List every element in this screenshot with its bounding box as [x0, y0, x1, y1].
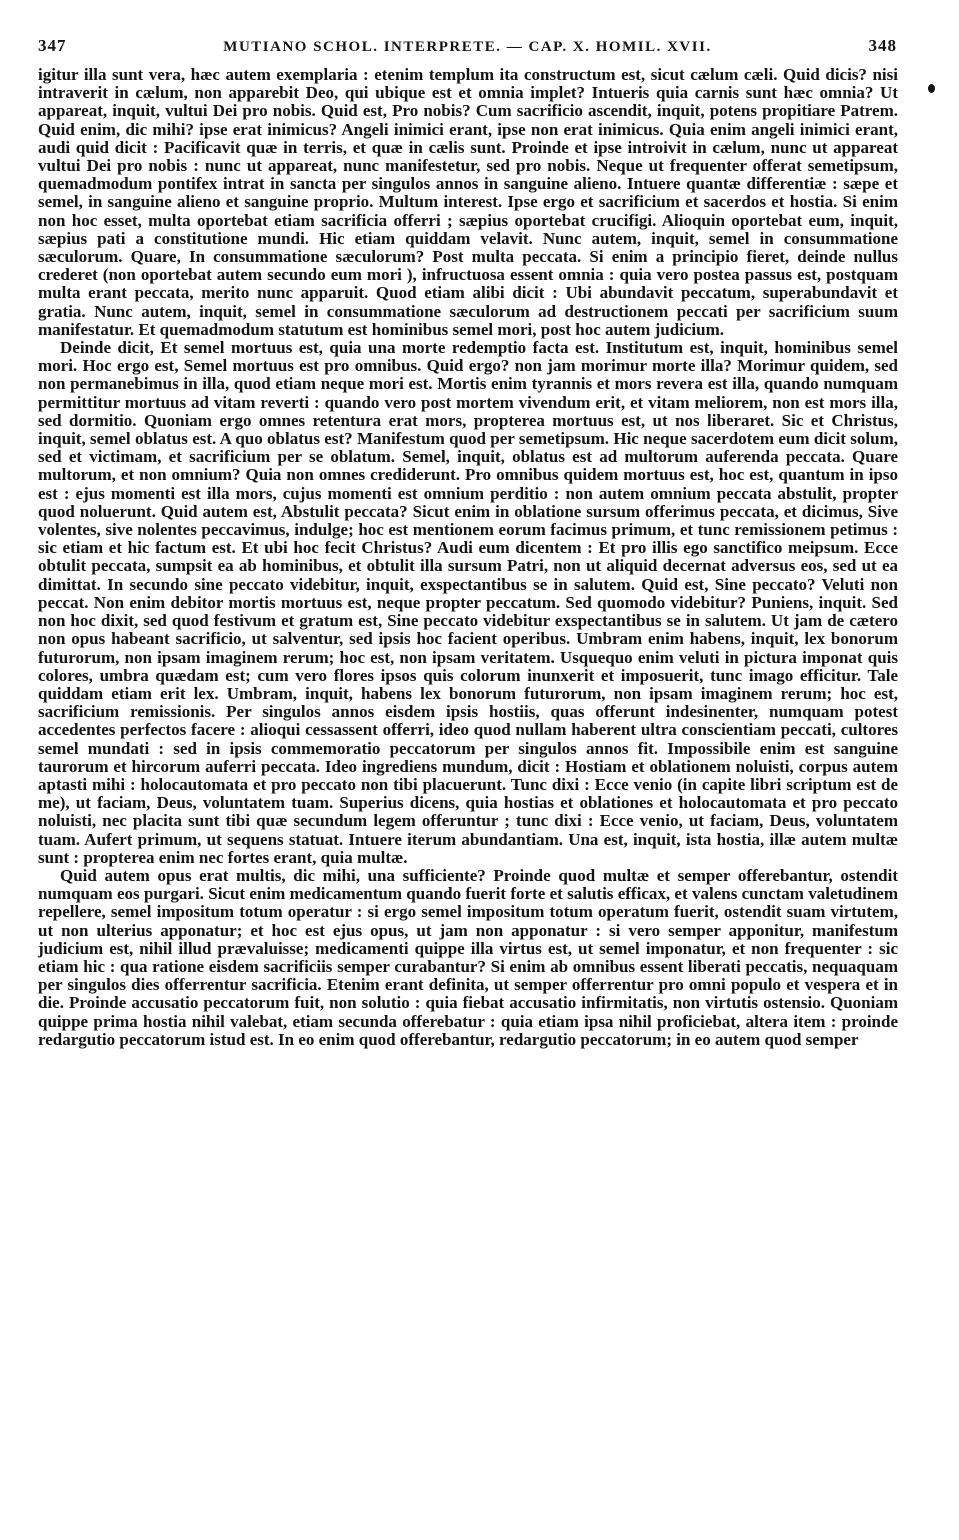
margin-ink-dot	[928, 84, 935, 93]
page-number-right: 348	[868, 36, 897, 55]
paragraph: Quid autem opus erat multis, dic mihi, una sufficiente? Proinde quod multæ et semper offerebantur, ostendit numquam eos purgari. Sicut enim medicamentum quando fuerit forte et salutis efficax, et valens cunctam valetudinem repellere, semel impositum totum operatur : si ergo semel impositum totum operatum fuerit, ostendit suam virtutem, ut non ulterius apponatur; et hoc est ejus opus, ut jam non apponatur : si vero semper apponitur, manifestum judicium est, nihil illud prævaluisse; medicamenti quippe illa virtus est, ut semel imponatur, et non frequenter : sic etiam hic : qua ratione eisdem sacrificiis semper curabantur? Si enim ab omnibus essent liberati peccatis, nequaquam per singulos dies offerrentur sacrificia. Etenim erant definita, ut semper offerrentur pro omni populo et vespera et in die. Proinde accusatio peccatorum fuit, non solutio : quia fiebat accusatio infirmitatis, non virtutis ostensio. Quoniam quippe prima hostia nihil valebat, etiam secunda offerebatur : quia etiam ipsa nihil proficiebat, altera item : proinde redargutio peccatorum istud est. In eo enim quod offerebantur, redargutio peccatorum; in eo autem quod semper	[38, 865, 898, 1049]
paragraph: Deinde dicit, Et semel mortuus est, quia una morte redemptio facta est. Institutum est, inquit, hominibus semel mori. Hoc ergo est, Semel mortuus est pro omnibus. Quid ergo? non jam morimur morte illa? Morimur quidem, sed non permanebimus in illa, quod etiam neque mori est. Mortis enim tyrannis et mors revera est illa, quando numquam permittitur mortuus ad vitam reverti : quando vero post mortem vivendum erit, et vitam meliorem, non est mors illa, sed dormitio. Quoniam ergo omnes retentura erat mors, propterea mortuus est, ut nos liberaret. Sic et Christus, inquit, semel oblatus est. A quo oblatus est? Manifestum quod per semetipsum. Hic neque sacerdotem eum dicit solum, sed et victimam, et sacrificium per se oblatum. Semel, inquit, oblatus est ad multorum auferenda peccata. Quare multorum, et non omnium? Quia non omnes crediderunt. Pro omnibus quidem mortuus est, hoc est, quantum in ipso est : ejus momenti est illa mors, cujus momenti est omnium perditio : non autem omnium peccata abstulit, propter quod noluerunt. Quid autem est, Abstulit peccata? Sicut enim in oblatione sursum offerimus peccata, et dicimus, Sive volentes, sive nolentes peccavimus, indulge; hoc est mentionem eorum facimus primum, et tunc remissionem petimus : sic etiam et hic factum est. Et ubi hoc fecit Christus? Audi eum dicentem : Et pro illis ego sanctifico meipsum. Ecce obtulit peccata, sumpsit ea ab hominibus, et obtulit illa sursum Patri, non ut aliquid decernat adversus eos, sed ut ea dimittat. In secundo sine peccato videbitur, inquit, exspectantibus se in salutem. Quid est, Sine peccato? Veluti non peccat. Non enim debitor mortis mortuus est, neque propter peccatum. Sed quomodo videbitur? Puniens, inquit. Sed non hoc dixit, sed quod festivum et gratum est, Sine peccato videbitur exspectantibus se in salutem. Ut jam de cætero non opus habeant sacrificio, ut salventur, sed ipsis hoc facient operibus. Umbram enim habens, inquit, lex bonorum futurorum, non ipsam imaginem rerum; hoc est, non ipsam veritatem. Usquequo enim veluti in pictura imponat quis colores, umbra quædam est; cum vero flores ipsos quis colorum inunxerit et imposuerit, tunc imago efficitur. Tale quiddam etiam erit lex. Umbram, inquit, habens lex bonorum futurorum, non ipsam imaginem rerum; hoc est, sacrificium remissionis. Per singulos annos eisdem ipsis hostiis, quas offerunt indesinenter, numquam potest accedentes perfectos facere : alioqui cessassent offerri, ideo quod nullam haberent ultra conscientiam peccati, cultores semel mundati : sed in ipsis commemoratio peccatorum per singulos annos fit. Impossibile enim est sanguine taurorum et hircorum auferri peccata. Ideo ingrediens mundum, dicit : Hostiam et oblationem noluisti, corpus autem aptasti mihi : holocautomata et pro peccato non tibi placuerunt. Tunc dixi : Ecce venio (in capite libri scriptum est de me), ut faciam, Deus, voluntatem tuam. Superius dicens, quia hostias et oblationes et holocautomata et pro peccato noluisti, nec placita sunt tibi quæ secundum legem offeruntur ; tunc dixi : Ecce venio, ut faciam, Deus, voluntatem tuam. Aufert primum, ut sequens statuat. Intuere iterum abundantiam. Una est, inquit, ista hostia, illæ autem multæ sunt : propterea enim nec fortes erant, quia multæ.	[38, 338, 898, 867]
body-text	[38, 66, 898, 1049]
running-title: MUTIANO SCHOL. INTERPRETE. — CAP. X. HOMIL. XVII.	[223, 39, 712, 55]
paragraph: igitur illa sunt vera, hæc autem exemplaria : etenim templum ita constructum est, sicut cælum cæli. Quid dicis? nisi intraverit in cælum, non apparebit Deo, qui ubique est et omnia implet? Intueris quia carnis sunt hæc omnia? Ut appareat, inquit, vultui Dei pro nobis. Quid est, Pro nobis? Cum sacrificio ascendit, inquit, potens propitiare Patrem. Quid enim, dic mihi? ipse erat inimicus? Angeli inimici erant, ipse non erat inimicus. Quia enim angeli inimici erant, audi quid dicit : Pacificavit quæ in terris, et quæ in cælis sunt. Proinde et ipse introivit in cælum, nunc ut appareat vultui Dei pro nobis : nunc ut appareat, nunc manifestetur, sed pro nobis. Neque ut frequenter offerat semetipsum, quemadmodum pontifex intrat in sancta per singulos annos in sanguine alieno. Intuere quantæ differentiæ : sæpe et semel, in sanguine alieno et sanguine proprio. Multum interest. Ipse ergo et sacrificium et sacerdos et hostia. Si enim non hoc esset, multa oportebat etiam sacrificia offerri ; sæpius oportebat crucifigi. Alioquin oportebat eum, inquit, sæpius pati a constitutione mundi. Hic etiam quiddam velavit. Nunc autem, inquit, semel in consummatione sæculorum. Quare, In consummatione sæculorum? Post multa peccata. Si enim a principio fieret, deinde nullus crederet (non oportebat autem secundo eum mori ), infructuosa essent omnia : quia vero postea passus est, postquam multa erant peccata, merito nunc apparuit. Quod etiam alibi dicit : Ubi abundavit peccatum, superabundavit et gratia. Nunc autem, inquit, semel in consummatione sæculorum ad destructionem peccati per sacrificium suum manifestatur. Et quemadmodum statutum est hominibus semel mori, post hoc autem judicium.	[38, 65, 898, 339]
page-number-left: 347	[38, 36, 67, 55]
page-header	[38, 36, 897, 56]
